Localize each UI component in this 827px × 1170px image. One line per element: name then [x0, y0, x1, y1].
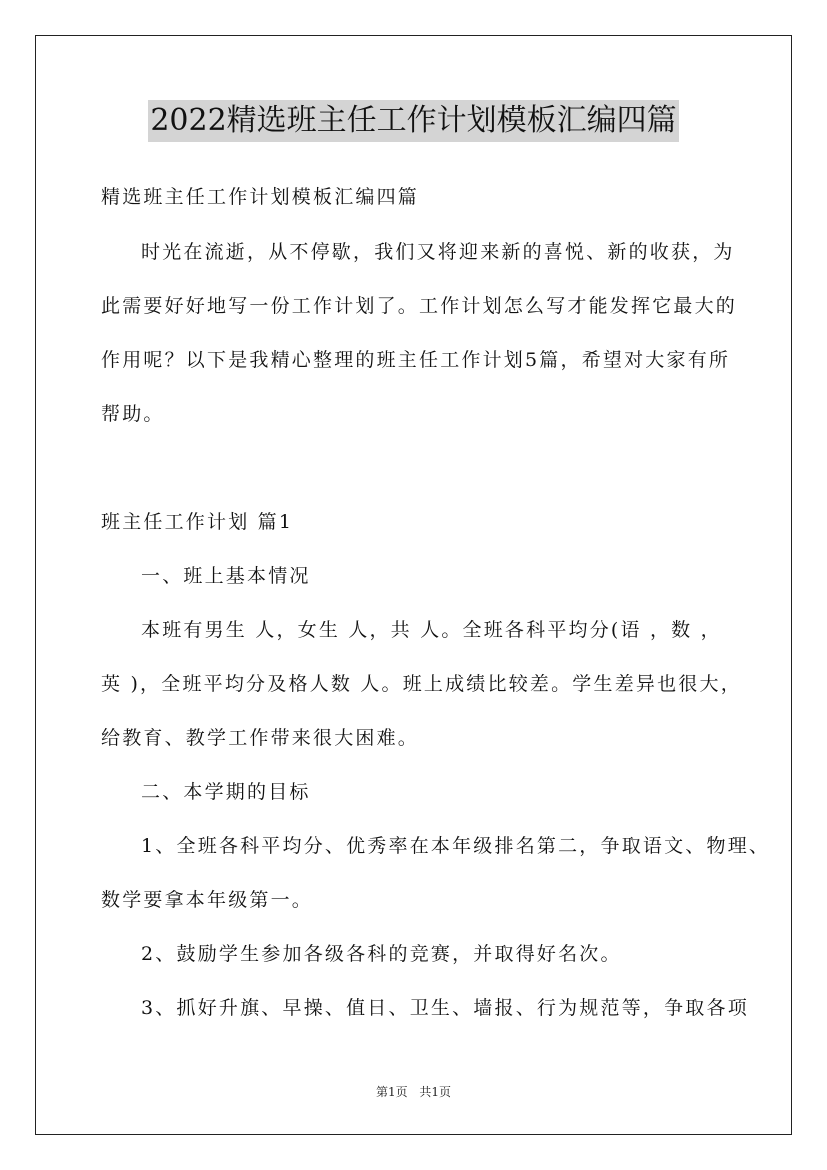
goal-3: 3、抓好升旗、早操、值日、卫生、墙报、行为规范等，争取各项 — [141, 997, 749, 1019]
intro-line-3: 作用呢？以下是我精心整理的班主任工作计划5篇，希望对大家有所 — [101, 349, 731, 371]
heading-basic-situation: 一、班上基本情况 — [141, 565, 311, 587]
goal-2: 2、鼓励学生参加各级各科的竞赛，并取得好名次。 — [141, 943, 622, 965]
intro-line-1: 时光在流逝，从不停歇，我们又将迎来新的喜悦、新的收获，为 — [141, 241, 735, 263]
document-subtitle: 精选班主任工作计划模板汇编四篇 — [101, 186, 420, 208]
intro-line-2: 此需要好好地写一份工作计划了。工作计划怎么写才能发挥它最大的 — [101, 295, 738, 317]
situation-line-2: 英 )，全班平均分及格人数 人。班上成绩比较差。学生差异也很大， — [101, 673, 742, 695]
intro-line-4: 帮助。 — [101, 403, 165, 425]
section-heading: 班主任工作计划 篇1 — [101, 511, 294, 533]
total-pages: 共1页 — [419, 1085, 452, 1099]
goal-1-line-2: 数学要拿本年级第一。 — [101, 889, 314, 911]
page-footer — [0, 1083, 827, 1100]
goal-1-line-1: 1、全班各科平均分、优秀率在本年级排名第二，争取语文、物理、 — [141, 835, 771, 857]
heading-goals: 二、本学期的目标 — [141, 781, 311, 803]
situation-line-1: 本班有男生 人，女生 人，共 人。全班各科平均分(语 ，数 ， — [141, 619, 722, 641]
document-title: 2022精选班主任工作计划模板汇编四篇 — [148, 100, 678, 142]
title-container — [0, 100, 827, 142]
page-number: 第1页 — [375, 1085, 408, 1099]
situation-line-3: 给教育、教学工作带来很大困难。 — [101, 727, 420, 749]
